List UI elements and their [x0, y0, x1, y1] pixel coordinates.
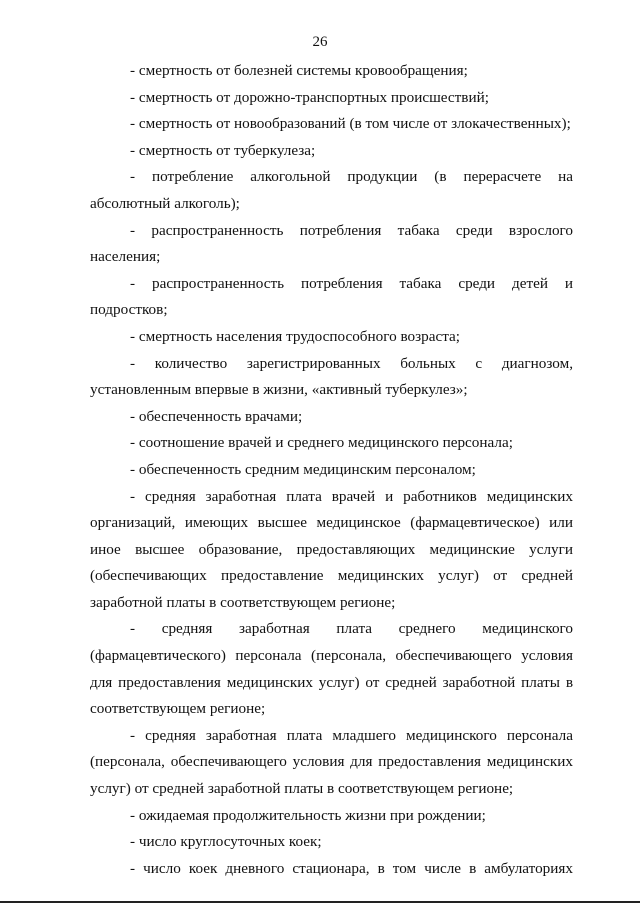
- page-bottom-edge: [0, 901, 640, 903]
- indicator-list: [90, 58, 573, 882]
- list-item: - смертность населения трудоспособного возраста;: [130, 327, 461, 345]
- list-item: - смертность от новообразований (в том числе от злокачественных);: [130, 115, 571, 133]
- list-item: - смертность от туберкулеза;: [130, 141, 316, 159]
- page-number: 26: [312, 34, 328, 50]
- list-item: - распространенность потребления табака среди взрослого населения;: [90, 221, 573, 266]
- list-item: - средняя заработная плата младшего медицинского персонала (персонала, обеспечивающего условия для предоставления медицинских услуг) от средней заработной платы в соответствующем регионе;: [90, 726, 573, 798]
- list-item: - количество зарегистрированных больных с диагнозом, установленным впервые в жизни, «активный туберкулез»;: [90, 354, 573, 399]
- list-item: - число коек дневного стационара, в том числе в амбулаториях: [130, 859, 573, 877]
- list-item: - соотношение врачей и среднего медицинского персонала;: [130, 434, 513, 452]
- list-item: - потребление алкогольной продукции (в перерасчете на абсолютный алкоголь);: [90, 168, 573, 212]
- list-item: - смертность от болезней системы кровообращения;: [130, 62, 468, 79]
- list-item: - средняя заработная плата врачей и работников медицинских организаций, имеющих высшее медицинское (фармацевтическое) или иное высшее образование, предоставляющих медицинские услуги (обеспечивающих предоставление медицинских услуг) от средней заработной платы в соответствующем регионе;: [90, 487, 573, 611]
- list-item: - средняя заработная плата среднего медицинского (фармацевтического) персонала (персонала, обеспечивающего условия для предоставления медицинских услуг) от средней заработной платы в соответствующем регионе;: [90, 620, 573, 718]
- list-item: - смертность от дорожно-транспортных происшествий;: [130, 88, 489, 106]
- list-item: - распространенность потребления табака среди детей и подростков;: [90, 274, 573, 319]
- list-item: - обеспеченность средним медицинским персоналом;: [130, 460, 476, 478]
- list-item: - число круглосуточных коек;: [130, 833, 322, 851]
- list-item: - обеспеченность врачами;: [130, 407, 303, 425]
- list-item: - ожидаемая продолжительность жизни при рождении;: [130, 806, 486, 824]
